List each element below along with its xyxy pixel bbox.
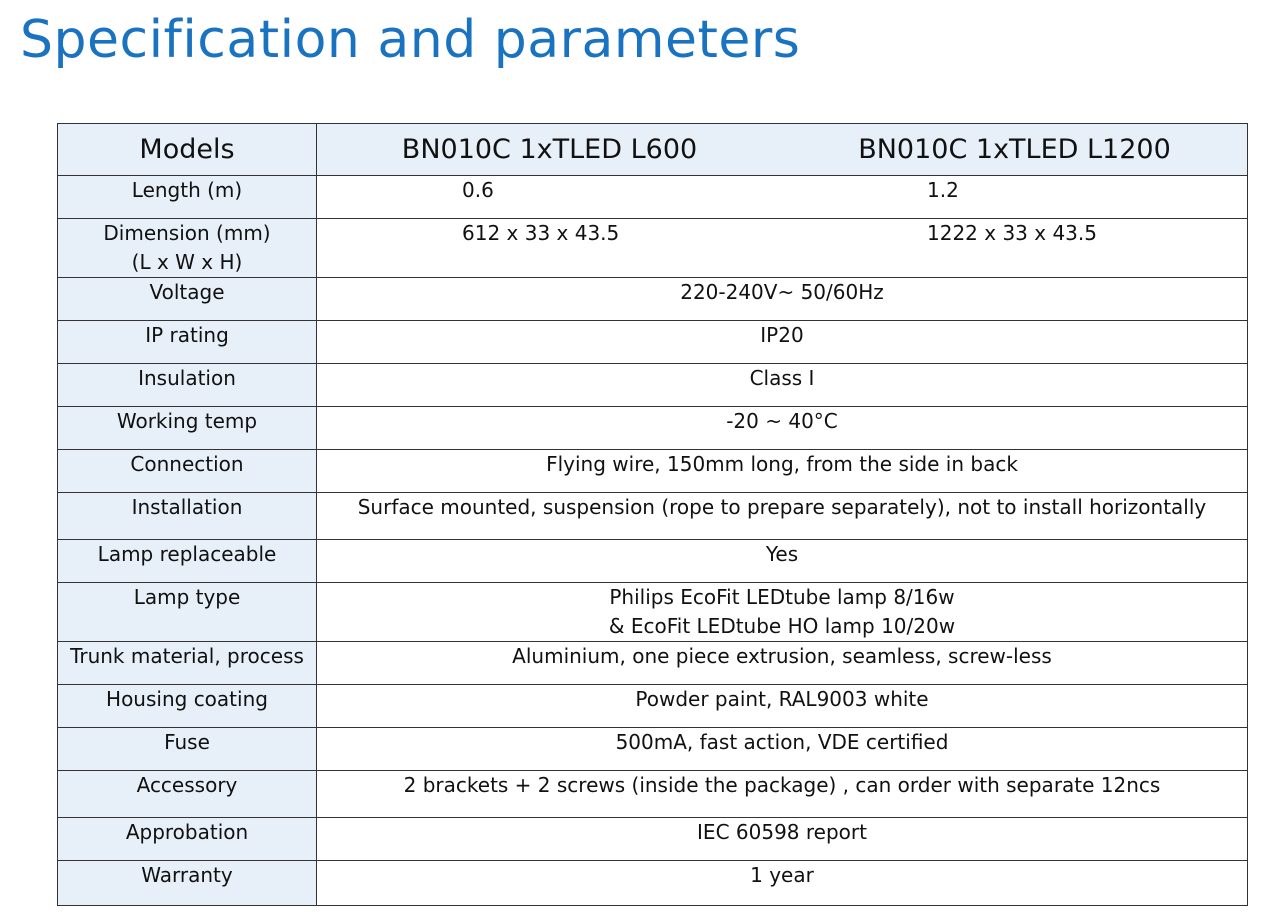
- row-value: Class I: [317, 364, 1248, 407]
- table-row: [58, 583, 1248, 642]
- row-label: Fuse: [58, 728, 317, 771]
- row-label: [58, 219, 317, 278]
- row-value: IP20: [317, 321, 1248, 364]
- table-row: [58, 728, 1248, 771]
- row-label: Lamp type: [58, 583, 317, 642]
- table-row: [58, 685, 1248, 728]
- row-value: Powder paint, RAL9003 white: [317, 685, 1248, 728]
- models-header-label: Models: [58, 124, 317, 176]
- row-label: Length (m): [58, 176, 317, 219]
- table-row: [58, 450, 1248, 493]
- row-label: Working temp: [58, 407, 317, 450]
- row-value: 2 brackets + 2 screws (inside the package) , can order with separate 12ncs: [317, 771, 1248, 818]
- table-row: [58, 364, 1248, 407]
- row-value: Flying wire, 150mm long, from the side in back: [317, 450, 1248, 493]
- table-header-row: [58, 124, 1248, 176]
- dimension-label-line1: Dimension (mm): [103, 221, 271, 245]
- page-title: Specification and parameters: [20, 10, 801, 70]
- table-row: [58, 219, 1248, 278]
- length-b-value: 1.2: [927, 178, 959, 202]
- row-value: Yes: [317, 540, 1248, 583]
- row-value: [317, 583, 1248, 642]
- table-row: [58, 818, 1248, 861]
- model-a-header: BN010C 1xTLED L600: [401, 134, 698, 165]
- lamp-type-line2: & EcoFit LEDtube HO lamp 10/20w: [608, 614, 956, 638]
- row-label: Approbation: [58, 818, 317, 861]
- length-a-value: 0.6: [462, 178, 494, 202]
- spec-table: [57, 123, 1248, 906]
- model-b-header: BN010C 1xTLED L1200: [858, 134, 1171, 165]
- dimension-b-value: 1222 x 33 x 43.5: [927, 221, 1097, 245]
- row-label: Voltage: [58, 278, 317, 321]
- row-value: [317, 176, 1248, 219]
- table-row: [58, 278, 1248, 321]
- row-value: 1 year: [317, 861, 1248, 906]
- table-row: [58, 176, 1248, 219]
- row-label: Insulation: [58, 364, 317, 407]
- table-row: [58, 321, 1248, 364]
- row-label: Warranty: [58, 861, 317, 906]
- row-label: Lamp replaceable: [58, 540, 317, 583]
- row-value: -20 ~ 40°C: [317, 407, 1248, 450]
- table-row: [58, 642, 1248, 685]
- models-header: [317, 124, 1248, 176]
- dimension-a-value: 612 x 33 x 43.5: [462, 221, 620, 245]
- row-value: 500mA, fast action, VDE certified: [317, 728, 1248, 771]
- row-value: Aluminium, one piece extrusion, seamless, screw-less: [317, 642, 1248, 685]
- row-label: Housing coating: [58, 685, 317, 728]
- row-label: Trunk material, process: [58, 642, 317, 685]
- row-value: IEC 60598 report: [317, 818, 1248, 861]
- row-value: Surface mounted, suspension (rope to prepare separately), not to install horizontally: [317, 493, 1248, 540]
- lamp-type-line1: Philips EcoFit LEDtube lamp 8/16w: [609, 585, 955, 609]
- table-row: [58, 771, 1248, 818]
- dimension-label-line2: (L x W x H): [131, 250, 243, 274]
- row-value: [317, 219, 1248, 278]
- row-label: IP rating: [58, 321, 317, 364]
- table-row: [58, 407, 1248, 450]
- table-row: [58, 540, 1248, 583]
- row-label: Installation: [58, 493, 317, 540]
- row-label: Connection: [58, 450, 317, 493]
- row-value: 220-240V~ 50/60Hz: [317, 278, 1248, 321]
- table-row: [58, 861, 1248, 906]
- table-row: [58, 493, 1248, 540]
- row-label: Accessory: [58, 771, 317, 818]
